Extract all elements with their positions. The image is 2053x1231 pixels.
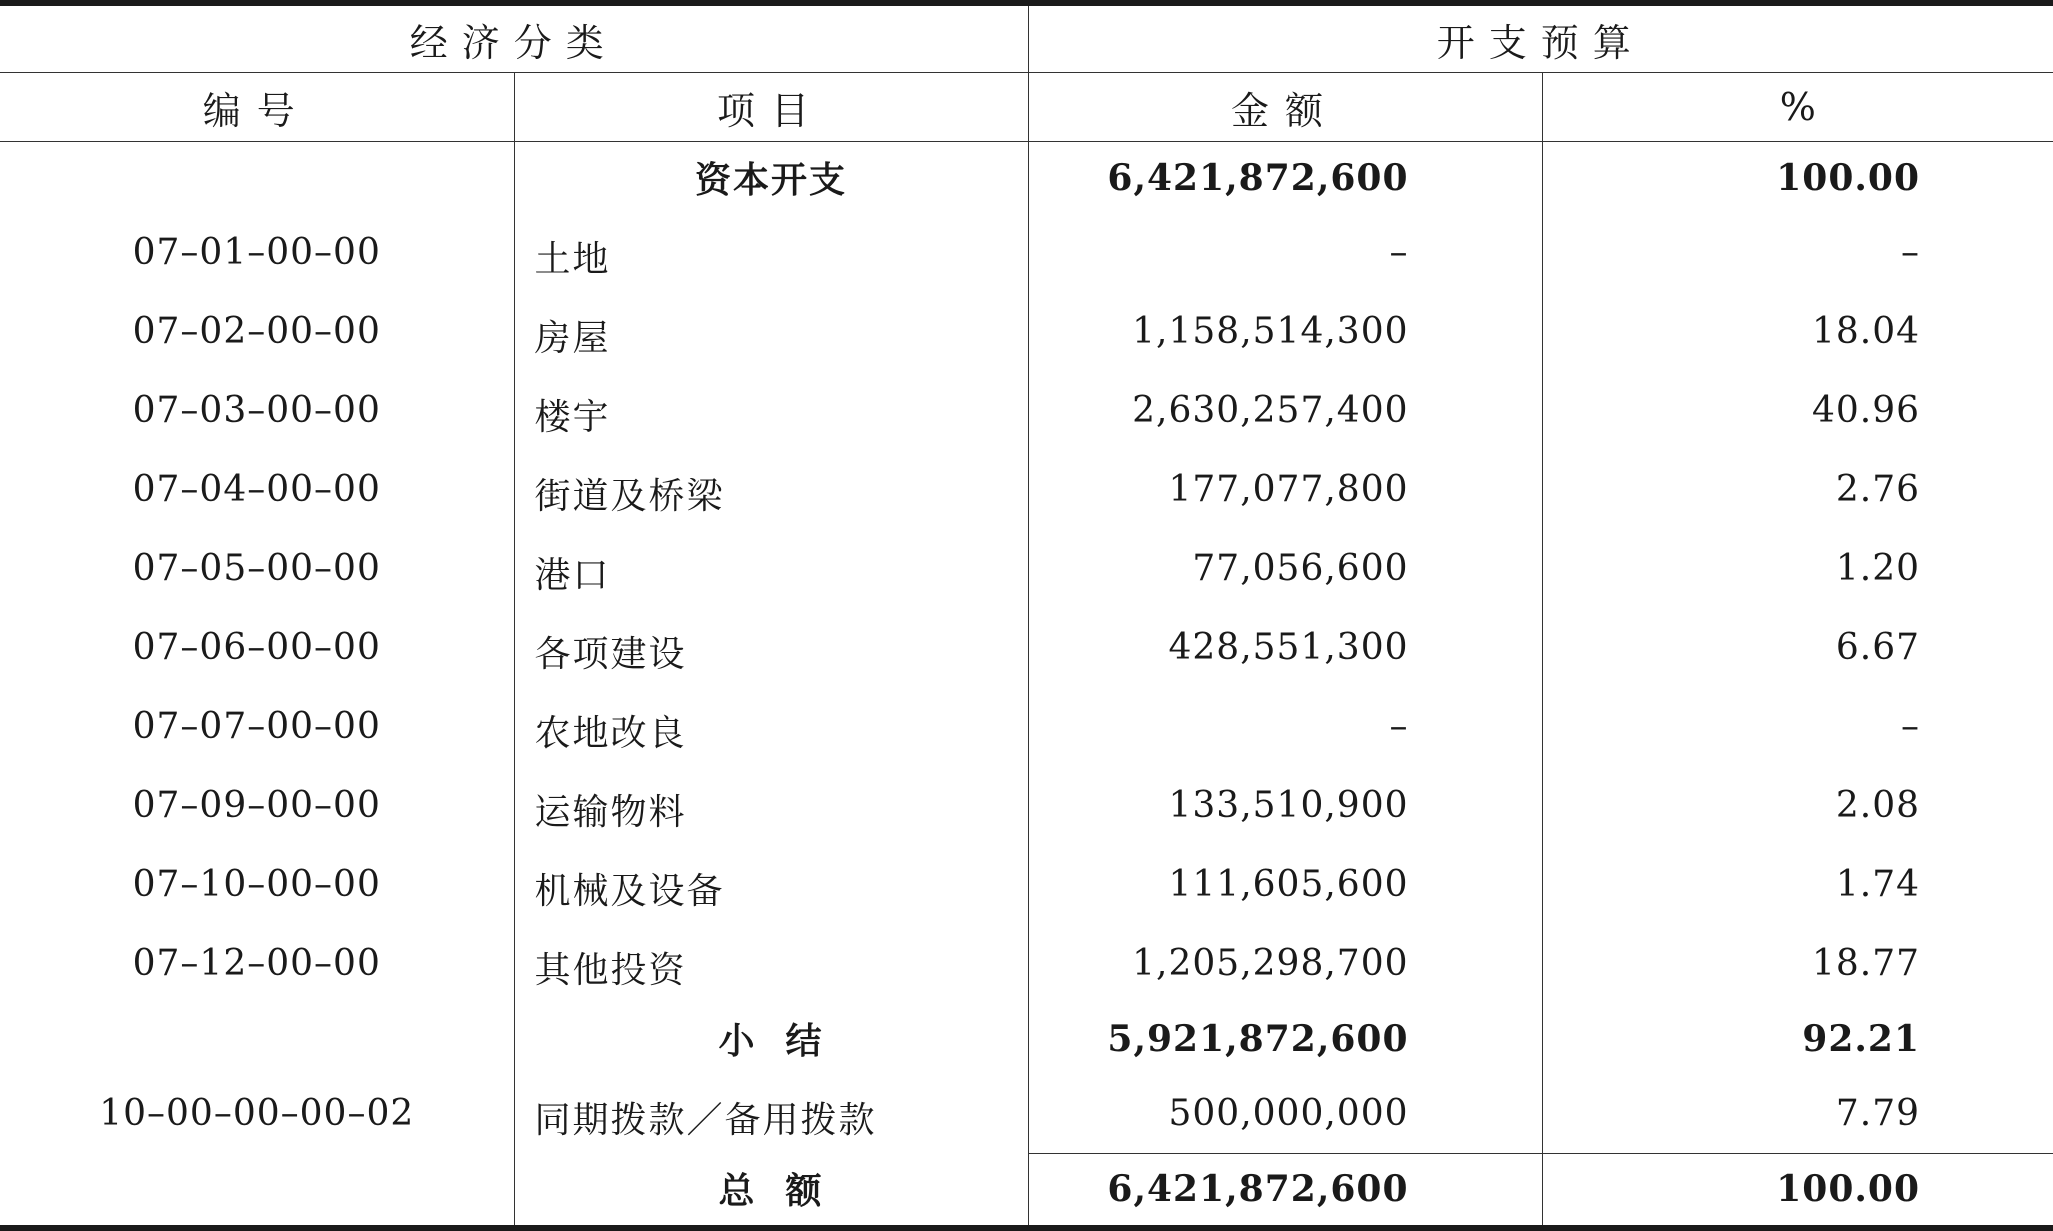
row-amount: 6,421,872,600 bbox=[1028, 142, 1542, 214]
row-amount: 1,205,298,700 bbox=[1028, 924, 1542, 1003]
table-row bbox=[0, 371, 2053, 450]
row-amount: 177,077,800 bbox=[1028, 450, 1542, 529]
row-amount: 111,605,600 bbox=[1028, 845, 1542, 924]
row-amount: 500,000,000 bbox=[1028, 1074, 1542, 1153]
row-item: 同期拨款／备用拨款 bbox=[514, 1074, 1028, 1153]
row-item: 楼宇 bbox=[514, 371, 1028, 450]
row-item: 总 额 bbox=[514, 1153, 1028, 1228]
row-item: 运输物料 bbox=[514, 766, 1028, 845]
row-code: 07–04–00–00 bbox=[132, 469, 381, 510]
row-amount: 5,921,872,600 bbox=[1028, 1003, 1542, 1074]
row-percent: 92.21 bbox=[1542, 1003, 2053, 1074]
row-item: 资本开支 bbox=[514, 142, 1028, 214]
row-percent: 2.76 bbox=[1542, 450, 2053, 529]
table-row bbox=[0, 450, 2053, 529]
table-row bbox=[0, 924, 2053, 1003]
table-row bbox=[0, 766, 2053, 845]
row-code bbox=[0, 1003, 514, 1074]
table-row bbox=[0, 292, 2053, 371]
row-percent: – bbox=[1542, 213, 2053, 292]
row-percent: 18.77 bbox=[1542, 924, 2053, 1003]
row-amount: 6,421,872,600 bbox=[1028, 1153, 1542, 1228]
row-percent: 18.04 bbox=[1542, 292, 2053, 371]
row-item: 房屋 bbox=[514, 292, 1028, 371]
row-code bbox=[0, 1153, 514, 1228]
table-row-capital-expenditure bbox=[0, 142, 2053, 214]
row-percent: – bbox=[1542, 687, 2053, 766]
table-row bbox=[0, 529, 2053, 608]
row-item: 街道及桥梁 bbox=[514, 450, 1028, 529]
table-row bbox=[0, 213, 2053, 292]
row-amount: – bbox=[1028, 687, 1542, 766]
table-row bbox=[0, 608, 2053, 687]
row-percent: 100.00 bbox=[1542, 142, 2053, 214]
header-percent: % bbox=[1542, 73, 2053, 142]
row-amount: – bbox=[1028, 213, 1542, 292]
table-row-subtotal bbox=[0, 1003, 2053, 1074]
header-amount: 金额 bbox=[1028, 73, 1542, 142]
row-amount: 77,056,600 bbox=[1028, 529, 1542, 608]
header-code: 编号 bbox=[0, 73, 514, 142]
row-code: 07–10–00–00 bbox=[132, 864, 381, 905]
header-column-row bbox=[0, 73, 2053, 142]
row-item: 农地改良 bbox=[514, 687, 1028, 766]
row-item: 港口 bbox=[514, 529, 1028, 608]
row-code: 07–03–00–00 bbox=[132, 390, 381, 431]
row-percent: 6.67 bbox=[1542, 608, 2053, 687]
row-item: 其他投资 bbox=[514, 924, 1028, 1003]
row-item: 小 结 bbox=[514, 1003, 1028, 1074]
header-group-row bbox=[0, 3, 2053, 73]
row-code: 07–06–00–00 bbox=[132, 627, 381, 668]
row-code: 07–05–00–00 bbox=[132, 548, 381, 589]
header-economic-classification: 经济分类 bbox=[0, 3, 1028, 73]
row-item: 土地 bbox=[514, 213, 1028, 292]
row-percent: 1.20 bbox=[1542, 529, 2053, 608]
row-amount: 428,551,300 bbox=[1028, 608, 1542, 687]
table-row-total bbox=[0, 1153, 2053, 1228]
header-expenditure-budget: 开支预算 bbox=[1028, 3, 2053, 73]
row-percent: 7.79 bbox=[1542, 1074, 2053, 1153]
row-code: 07–07–00–00 bbox=[132, 706, 381, 747]
row-code: 07–02–00–00 bbox=[132, 311, 381, 352]
row-item: 各项建设 bbox=[514, 608, 1028, 687]
table-row bbox=[0, 1074, 2053, 1153]
table-row bbox=[0, 687, 2053, 766]
row-percent: 2.08 bbox=[1542, 766, 2053, 845]
row-percent: 100.00 bbox=[1542, 1153, 2053, 1228]
row-code: 10–00–00–00–02 bbox=[99, 1093, 415, 1134]
row-code: 07–12–00–00 bbox=[132, 943, 381, 984]
row-amount: 1,158,514,300 bbox=[1028, 292, 1542, 371]
table-row bbox=[0, 845, 2053, 924]
row-amount: 133,510,900 bbox=[1028, 766, 1542, 845]
row-code: 07–09–00–00 bbox=[132, 785, 381, 826]
row-code: 07–01–00–00 bbox=[132, 232, 381, 273]
header-item: 项目 bbox=[514, 73, 1028, 142]
row-percent: 1.74 bbox=[1542, 845, 2053, 924]
row-percent: 40.96 bbox=[1542, 371, 2053, 450]
row-item: 机械及设备 bbox=[514, 845, 1028, 924]
row-code bbox=[0, 142, 514, 214]
row-amount: 2,630,257,400 bbox=[1028, 371, 1542, 450]
